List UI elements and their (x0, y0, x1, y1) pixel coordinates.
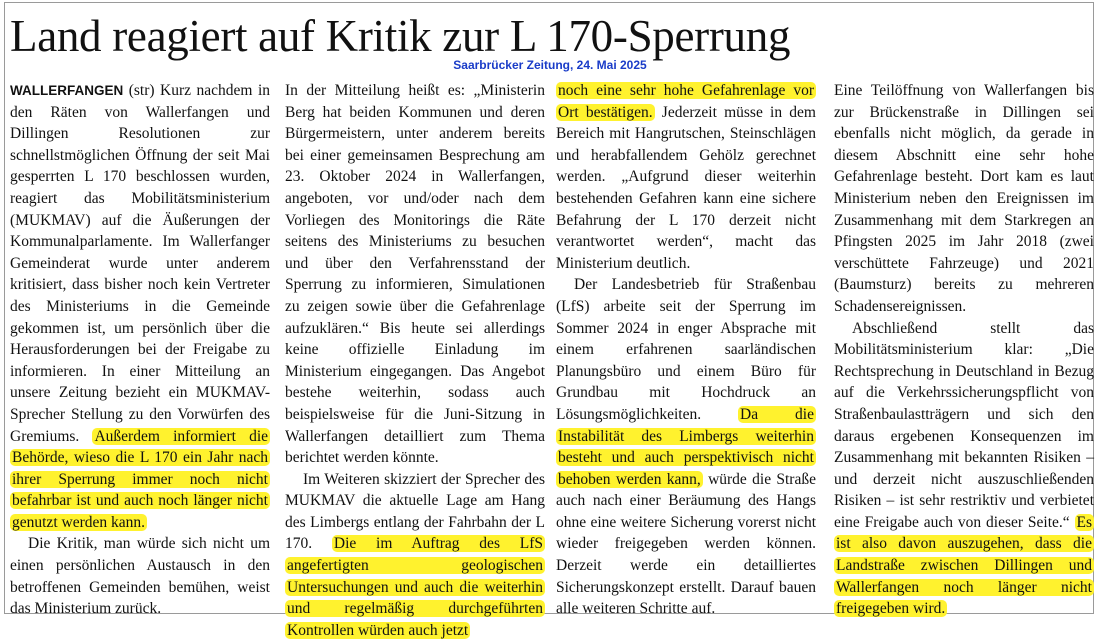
article-column-1 (10, 80, 270, 620)
article-column-4 (834, 80, 1094, 620)
paragraph (285, 469, 545, 641)
dateline: WALLERFANGEN (10, 83, 124, 98)
highlighted-text: Es ist also davon auszugehen, dass die Landstraße zwischen Dillingen und Wallerfangen noch länger nicht freigegeben wird. (836, 513, 1092, 618)
highlighted-text: noch eine sehr hohe Gefahrenlage vor Ort bestätigen. (558, 82, 814, 121)
highlighted-text: Außerdem informiert die Behörde, wieso die L 170 ein Jahr nach ihrer Sperrung immer noch nicht befahrbar ist und auch noch länger nicht genutzt werden kann. (12, 427, 269, 531)
paragraph (10, 80, 270, 533)
text-run: Im Weiteren skizziert der Sprecher des MUKMAV die aktuelle Lage am Hang des Limbergs entlang der Fahrbahn der L 170. (285, 470, 545, 553)
text-run: Abschließend stellt das Mobilitätsministerium klar: „Die Rechtsprechung in Deutschland in Bezug auf die Verkehrssicherungspflicht von Straßenbaulastträgern und sich den daraus ergebenen Konsequenzen im Zusammenhang mit bekannten Risiken – und derzeit nicht auszuschließenden Risiken – ist sehr restriktiv und verbietet eine Freigabe auch von dieser Seite.“ (834, 319, 1094, 531)
paragraph (556, 274, 816, 620)
article-column-2 (285, 80, 545, 641)
text-run: würde die Straße auch nach einer Beräumung des Hangs ohne eine weitere Sicherung vorerst nicht wieder freigegeben werden können. Derzeit werde ein detailliertes Sicherungskonzept erstellt. Darauf bauen alle weiteren Schritte auf. (556, 470, 816, 618)
text-run: Jederzeit müsse in dem Bereich mit Hangrutschen, Steinschlägen und herabfallendem Gehölz gerechnet werden. „Aufgrund dieser weiterhin bestehenden Gefahren kann eine sichere Befahrung der L 170 derzeit nicht verantwortet werden“, macht das Ministerium deutlich. (556, 103, 816, 272)
text-run: Der Landesbetrieb für Straßenbau (LfS) arbeite seit der Sperrung im Sommer 2024 in enger Absprache mit einem erfahrenen saarländischen Planungsbüro und einem Büro für Grundbau mit Hochdruck an Lösungsmöglichkeiten. (556, 276, 816, 423)
source-caption: Saarbrücker Zeitung, 24. Mai 2025 (453, 58, 647, 72)
article-column-3 (556, 80, 816, 620)
article-headline: Land reagiert auf Kritik zur L 170-Sperrung (10, 11, 791, 61)
paragraph (556, 80, 816, 274)
paragraph: In der Mitteilung heißt es: „Ministerin Berg hat beiden Kommunen und deren Bürgermeistern, unter anderem bereits bei einer gemeinsamen Besprechung am 23. Oktober 2024 in Wallerfangen, angeboten, vor und/oder nach dem Vorliegen des Monitorings die Räte seitens des Ministeriums zu besuchen und über den Verfahrensstand der Sperrung zu informieren, Simulationen zu zeigen sowie über die Gefahrenlage aufzuklären.“ Bis heute sei allerdings keine offizielle Einladung im Ministerium eingegangen. Das Angebot bestehe weiterhin, sodass auch beispielsweise für die Juni-Sitzung in Wallerfangen detailliert zum Thema berichtet werden könnte. (285, 82, 545, 467)
text-run: (str) Kurz nachdem in den Räten von Wallerfangen und Dillingen Resolutionen zur schnellstmöglichen Öffnung der seit Mai gesperrten L 170 beschlossen wurden, reagiert das Mobilitätsministerium (MUKMAV) auf die Äußerungen der Kommunalparlamente. Im Wallerfanger Gemeinderat wurde unter anderem kritisiert, dass bisher noch kein Vertreter des Ministeriums in die Gemeinde gekommen ist, um persönlich über die Herausforderungen bei der Freigabe zu informieren. In einer Mitteilung an unsere Zeitung bezieht ein MUKMAV-Sprecher Stellung zu den Vorwürfen des Gremiums. (10, 82, 270, 445)
highlighted-text: Da die Instabilität des Limbergs weiterhin besteht und auch perspektivisch nicht behoben werden kann, (558, 405, 814, 488)
paragraph: Eine Teilöffnung von Wallerfangen bis zur Brückenstraße in Dillingen sei ebenfalls nicht möglich, da gerade in diesem Abschnitt eine sehr hohe Gefahrenlage besteht. Dort kam es laut Ministerium neben den Ereignissen im Zusammenhang mit dem Starkregen an Pfingsten 2025 im Jahr 2018 (zwei verschüttete Fahrzeuge) und 2021 (Baumsturz) bereits zu mehreren Schadensereignissen. (834, 82, 1094, 315)
paragraph: Die Kritik, man würde sich nicht um einen persönlichen Austausch in den betroffenen Gemeinden bemühen, weist das Ministerium zurück. (10, 535, 270, 618)
highlighted-text: Die im Auftrag des LfS angefertigten geologischen Untersuchungen und auch die weiterhin und regelmäßig durchgeführten Kontrollen würden auch jetzt (287, 535, 543, 639)
paragraph (834, 318, 1094, 620)
